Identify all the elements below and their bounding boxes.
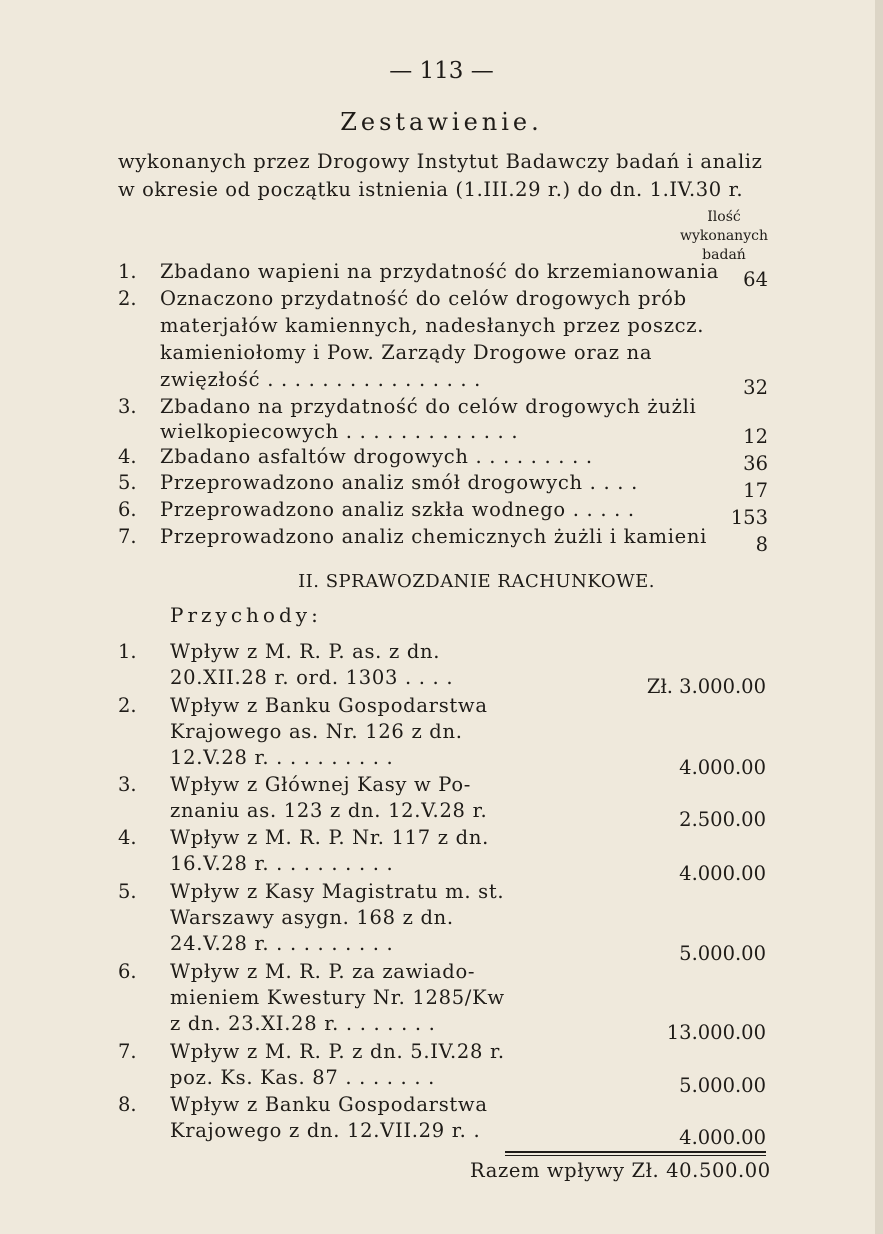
income-number: 8.: [118, 1093, 137, 1116]
item-text: Zbadano wapieni na przydatność do krzemianowania: [160, 260, 720, 283]
item-text: Przeprowadzono analiz szkła wodnego . . . . .: [160, 498, 635, 521]
income-amount: 5.000.00: [679, 1074, 766, 1097]
income-text: Krajowego z dn. 12.VII.29 r. .: [170, 1119, 481, 1142]
item-text: wielkopiecowych . . . . . . . . . . . . .: [160, 420, 519, 443]
income-amount: 4.000.00: [679, 756, 766, 779]
income-text: Wpływ z M. R. P. z dn. 5.IV.28 r.: [170, 1040, 505, 1063]
income-text: Wpływ z M. R. P. Nr. 117 z dn.: [170, 826, 490, 849]
count-column-header: [664, 208, 784, 265]
income-text: poz. Ks. Kas. 87 . . . . . . .: [170, 1066, 436, 1089]
income-text: Wpływ z Głównej Kasy w Po-: [170, 773, 472, 796]
income-number: 1.: [118, 640, 137, 663]
income-number: 2.: [118, 694, 137, 717]
income-amount: Zł. 3.000.00: [646, 675, 766, 698]
income-amount: 13.000.00: [666, 1021, 766, 1044]
income-heading: Przychody:: [170, 603, 322, 627]
item-text: Zbadano na przydatność do celów drogowych żużli: [160, 395, 697, 418]
section-heading: II. SPRAWOZDANIE RACHUNKOWE.: [298, 571, 655, 592]
item-text: Zbadano asfaltów drogowych . . . . . . . . .: [160, 445, 593, 468]
item-number: 6.: [118, 498, 137, 521]
item-text: kamieniołomy i Pow. Zarządy Drogowe oraz na: [160, 341, 653, 364]
income-amount: 2.500.00: [679, 808, 766, 831]
income-number: 4.: [118, 826, 137, 849]
item-text: Przeprowadzono analiz smół drogowych . . . .: [160, 471, 638, 494]
item-count: 153: [730, 506, 768, 529]
income-number: 3.: [118, 773, 137, 796]
count-header-line: badań: [702, 247, 746, 263]
item-number: 4.: [118, 445, 137, 468]
subtitle-line-1: wykonanych przez Drogowy Instytut Badawczy badań i analiz: [118, 150, 763, 173]
total-income: Razem wpływy Zł. 40.500.00: [470, 1159, 771, 1182]
income-text: 20.XII.28 r. ord. 1303 . . . .: [170, 666, 454, 689]
sum-rule: [505, 1151, 766, 1153]
income-text: Wpływ z Banku Gospodarstwa: [170, 694, 488, 717]
item-number: 5.: [118, 471, 137, 494]
income-text: 12.V.28 r. . . . . . . . . .: [170, 746, 394, 769]
income-text: z dn. 23.XI.28 r. . . . . . . .: [170, 1012, 436, 1035]
income-text: 24.V.28 r. . . . . . . . . .: [170, 932, 394, 955]
income-amount: 4.000.00: [679, 1126, 766, 1149]
item-text: Oznaczono przydatność do celów drogowych prób: [160, 287, 687, 310]
item-text: materjałów kamiennych, nadesłanych przez poszcz.: [160, 314, 705, 337]
income-text: Wpływ z M. R. P. za zawiado-: [170, 960, 476, 983]
item-count: 32: [743, 376, 768, 399]
income-text: Krajowego as. Nr. 126 z dn.: [170, 720, 463, 743]
count-header-line: Ilość: [707, 209, 741, 225]
income-amount: 5.000.00: [679, 942, 766, 965]
income-text: mieniem Kwestury Nr. 1285/Kw: [170, 986, 505, 1009]
income-text: Wpływ z M. R. P. as. z dn.: [170, 640, 441, 663]
count-header-line: wykonanych: [680, 228, 768, 244]
item-count: 17: [743, 479, 768, 502]
page-title: Zestawienie.: [340, 108, 543, 136]
item-count: 36: [743, 452, 768, 475]
income-text: Wpływ z Banku Gospodarstwa: [170, 1093, 488, 1116]
item-count: 8: [755, 533, 768, 556]
item-number: 1.: [118, 260, 137, 283]
subtitle-line-2: w okresie od początku istnienia (1.III.29 r.) do dn. 1.IV.30 r.: [118, 178, 744, 201]
item-count: 12: [743, 425, 768, 448]
page-edge: [875, 0, 883, 1234]
item-text: zwięzłość . . . . . . . . . . . . . . . .: [160, 368, 482, 391]
item-text: Przeprowadzono analiz chemicznych żużli i kamieni: [160, 525, 708, 548]
item-number: 2.: [118, 287, 137, 310]
page-number: — 113 —: [389, 58, 494, 84]
income-text: Wpływ z Kasy Magistratu m. st.: [170, 880, 505, 903]
sum-rule: [505, 1155, 766, 1156]
income-number: 7.: [118, 1040, 137, 1063]
income-number: 6.: [118, 960, 137, 983]
item-number: 3.: [118, 395, 137, 418]
item-number: 7.: [118, 525, 137, 548]
income-text: 16.V.28 r. . . . . . . . . .: [170, 852, 394, 875]
income-number: 5.: [118, 880, 137, 903]
income-amount: 4.000.00: [679, 862, 766, 885]
income-text: Warszawy asygn. 168 z dn.: [170, 906, 454, 929]
item-count: 64: [743, 268, 768, 291]
income-text: znaniu as. 123 z dn. 12.V.28 r.: [170, 799, 488, 822]
